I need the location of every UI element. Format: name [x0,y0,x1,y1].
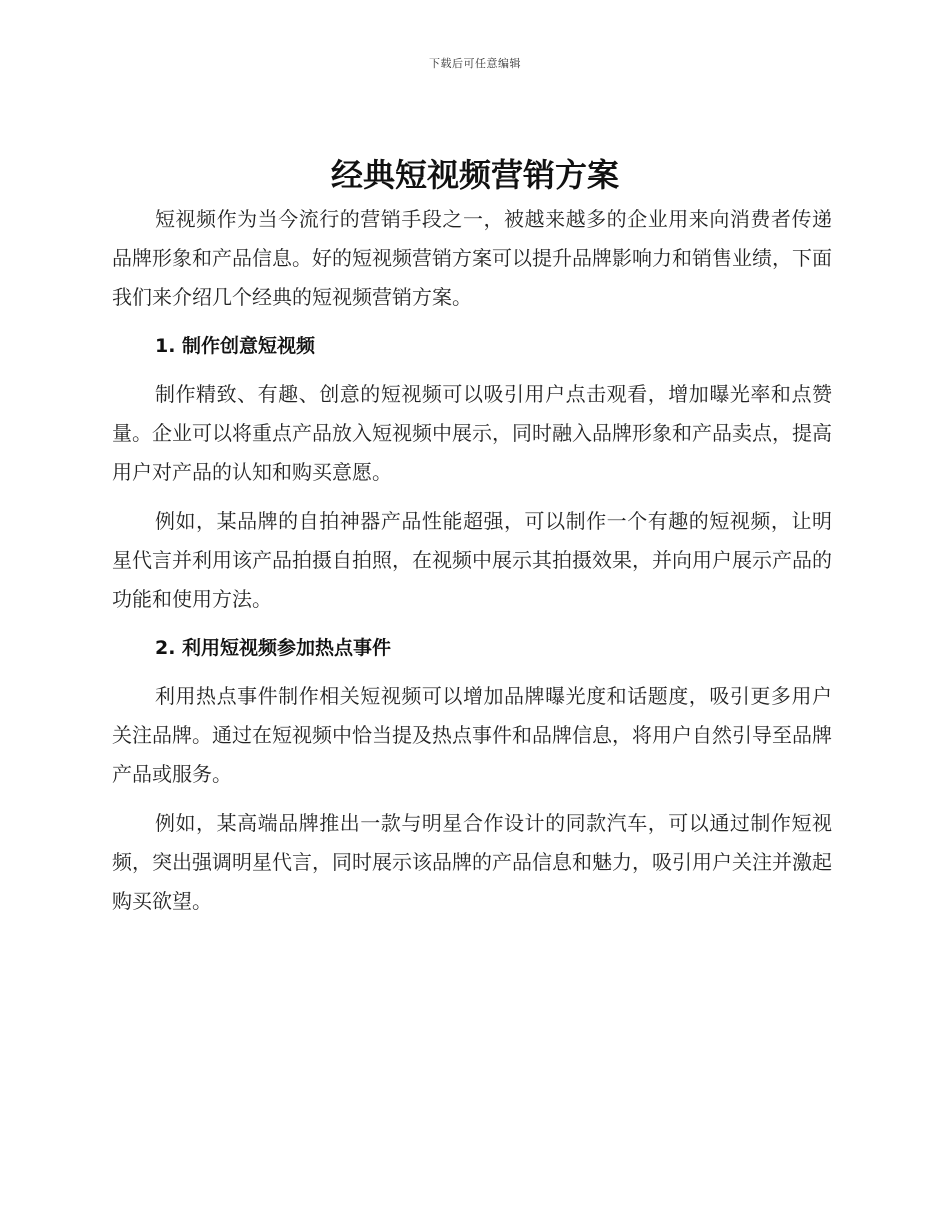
section-2 [112,633,832,921]
intro-paragraph: 短视频作为当今流行的营销手段之一，被越来越多的企业用来向消费者传递品牌形象和产品信息。好的短视频营销方案可以提升品牌影响力和销售业绩，下面我们来介绍几个经典的短视频营销方案。 [112,207,832,309]
section-paragraph: 利用热点事件制作相关短视频可以增加品牌曝光度和话题度，吸引更多用户关注品牌。通过在短视频中恰当提及热点事件和品牌信息，将用户自然引导至品牌产品或服务。 [112,684,832,786]
document-body [112,200,832,921]
section-paragraph: 例如，某高端品牌推出一款与明星合作设计的同款汽车，可以通过制作短视频，突出强调明星代言，同时展示该品牌的产品信息和魅力，吸引用户关注并激起购买欲望。 [112,811,832,913]
document-title: 经典短视频营销方案 [330,156,619,194]
section-1 [112,331,832,619]
section-paragraph: 制作精致、有趣、创意的短视频可以吸引用户点击观看，增加曝光率和点赞量。企业可以将重点产品放入短视频中展示，同时融入品牌形象和产品卖点，提高用户对产品的认知和购买意愿。 [112,382,832,484]
header-note: 下载后可任意编辑 [429,57,521,70]
section-heading: 2. 利用短视频参加热点事件 [155,637,392,659]
section-paragraph: 例如，某品牌的自拍神器产品性能超强，可以制作一个有趣的短视频，让明星代言并利用该产品拍摄自拍照，在视频中展示其拍摄效果，并向用户展示产品的功能和使用方法。 [112,509,832,611]
section-heading: 1. 制作创意短视频 [155,335,316,357]
